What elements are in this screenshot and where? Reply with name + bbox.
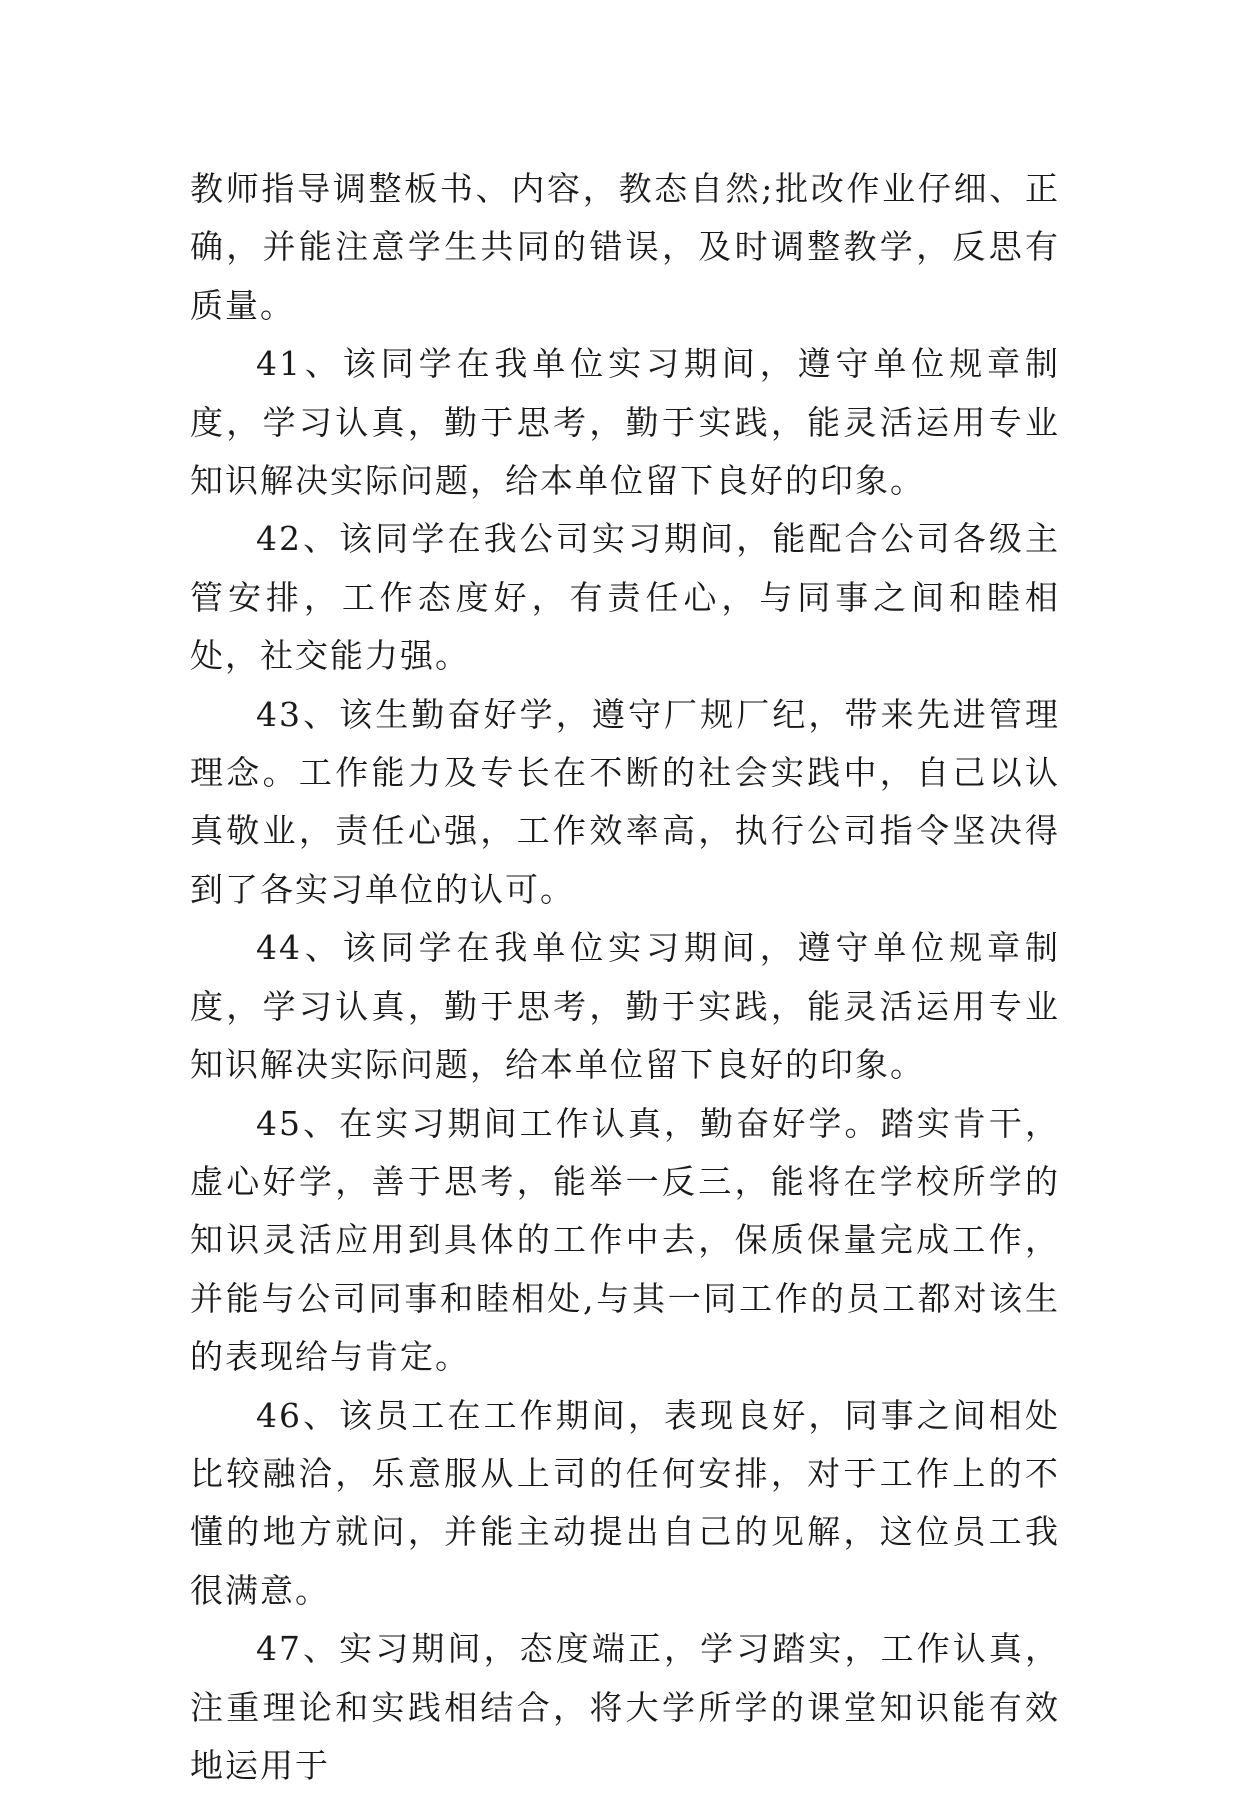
paragraph-item-41: 41、该同学在我单位实习期间，遵守单位规章制度，学习认真，勤于思考，勤于实践，能灵活运用专业知识解决实际问题，给本单位留下良好的印象。: [190, 344, 1060, 501]
document-body: [190, 160, 1060, 1795]
paragraph-continuation: 教师指导调整板书、内容，教态自然;批改作业仔细、正确，并能注意学生共同的错误，及时调整教学，反思有质量。: [190, 169, 1060, 325]
paragraph-item-46: 46、该员工在工作期间，表现良好，同事之间相处比较融洽，乐意服从上司的任何安排，对于工作上的不懂的地方就问，并能主动提出自己的见解，这位员工我很满意。: [190, 1395, 1060, 1610]
paragraph-item-45: 45、在实习期间工作认真，勤奋好学。踏实肯干，虚心好学，善于思考，能举一反三，能将在学校所学的知识灵活应用到具体的工作中去，保质保量完成工作，并能与公司同事和睦相处,与其一同工作的员工都对该生的表现给与肯定。: [190, 1103, 1060, 1377]
paragraph-item-44: 44、该同学在我单位实习期间，遵守单位规章制度，学习认真，勤于思考，勤于实践，能灵活运用专业知识解决实际问题，给本单位留下良好的印象。: [190, 928, 1060, 1085]
paragraph-item-47: 47、实习期间，态度端正，学习踏实，工作认真，注重理论和实践相结合，将大学所学的课堂知识能有效地运用于: [190, 1629, 1060, 1785]
paragraph-item-43: 43、该生勤奋好学，遵守厂规厂纪，带来先进管理理念。工作能力及专长在不断的社会实践中，自己以认真敬业，责任心强，工作效率高，执行公司指令坚决得到了各实习单位的认可。: [190, 694, 1060, 909]
paragraph-item-42: 42、该同学在我公司实习期间，能配合公司各级主管安排，工作态度好，有责任心，与同事之间和睦相处，社交能力强。: [190, 519, 1060, 676]
